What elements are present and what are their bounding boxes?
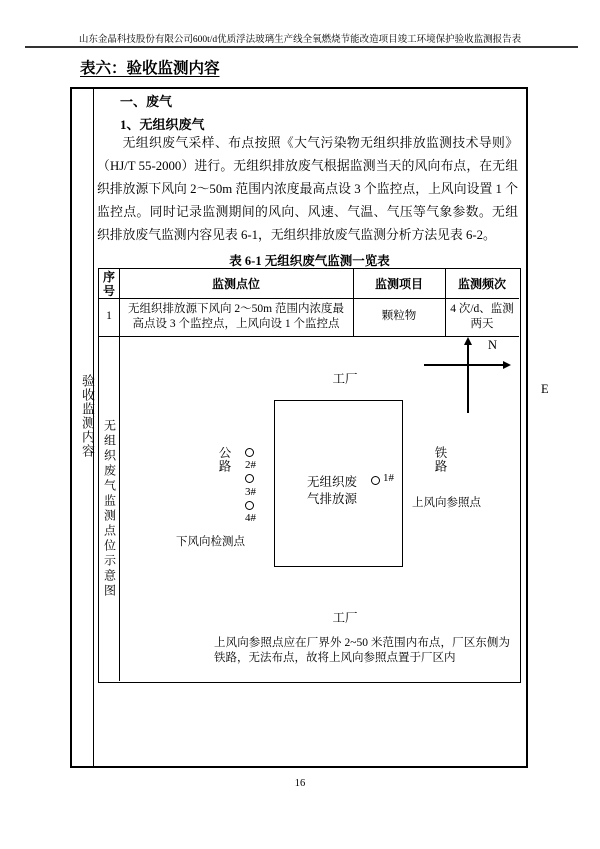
upwind-reference-label: 上风向参照点	[412, 497, 481, 509]
compass-east-line	[424, 364, 504, 366]
compass-north-line	[467, 344, 469, 413]
point1-label: 1#	[383, 472, 394, 484]
east-arrow-icon	[503, 361, 511, 369]
railway-label: 铁路	[433, 446, 447, 473]
page-title: 表六：验收监测内容	[80, 60, 220, 77]
diagram-side-label-cell	[99, 336, 119, 681]
cell-item: 颗粒物	[381, 310, 417, 323]
section-heading-waste-gas: 一、废气	[120, 94, 173, 109]
document-header: 山东金晶科技股份有限公司600t/d优质浮法玻璃生产线全氧燃烧节能改造项目竣工环境保护验收监测报告表	[78, 35, 522, 45]
col-header-item: 监测项目	[374, 276, 423, 291]
point4-label: 4#	[245, 512, 256, 524]
point3-label: 3#	[245, 486, 256, 498]
cell-no: 1	[106, 310, 112, 323]
cell-location: 无组织排放源下风向 2～50m 范围内浓度最高点设 3 个监控点，上风向设 1 个监控点	[128, 302, 344, 330]
north-arrow-icon	[464, 337, 472, 345]
section-heading-fugitive-waste-gas: 1、无组织废气	[120, 117, 205, 132]
diagram-note: 上风向参照点应在厂界外 2~50 米范围内布点，厂区东侧为铁路，无法布点，故将上风向参照点置于厂区内	[214, 637, 510, 664]
monitoring-point-icon-1	[371, 476, 380, 485]
header-rule	[25, 46, 578, 48]
factory-label-top: 工厂	[332, 372, 358, 386]
point2-label: 2#	[245, 459, 256, 471]
road-label: 公路	[217, 446, 231, 473]
monitoring-point-icon-3	[245, 474, 254, 483]
monitoring-point-icon-4	[245, 501, 254, 510]
source-label: 无组织废气排放源	[307, 475, 358, 506]
monitoring-point-icon-2	[245, 448, 254, 457]
row-label-acceptance-monitoring-content: 验收监测内容	[80, 374, 95, 458]
page-number: 16	[294, 778, 306, 789]
body-paragraph: 无组织废气采样、布点按照《大气污染物无组织排放监测技术导则》（HJ/T 55-2000）进行。无组织排放废气根据监测当天的风向布点，在无组织排放源下风向 2～50m 范围内浓度最高点设 3 个监控点，上风向设置 1 个监控点。同时记录监测期间的风向、风速、气温、气压等气象参数。无组织排放废气监测内容见表 6-1，无组织排放废气监测分析方法见表 6-2。	[97, 136, 518, 242]
col-header-location: 监测点位	[211, 276, 260, 291]
col-header-frequency: 监测频次	[457, 276, 506, 291]
downwind-points-label: 下风向检测点	[176, 536, 245, 548]
compass-north-label: N	[488, 338, 498, 352]
col-header-no: 序号	[102, 269, 115, 298]
monitoring-points-diagram	[119, 336, 519, 681]
diagram-side-label: 无组织废气监测点位示意图	[102, 418, 117, 599]
factory-label-bottom: 工厂	[332, 611, 358, 625]
cell-frequency: 4 次/d、监测两天	[450, 302, 514, 330]
compass-east-label: E	[541, 382, 549, 396]
table6-1-title: 表 6-1 无组织废气监测一览表	[229, 254, 390, 268]
table6-1	[98, 268, 521, 683]
